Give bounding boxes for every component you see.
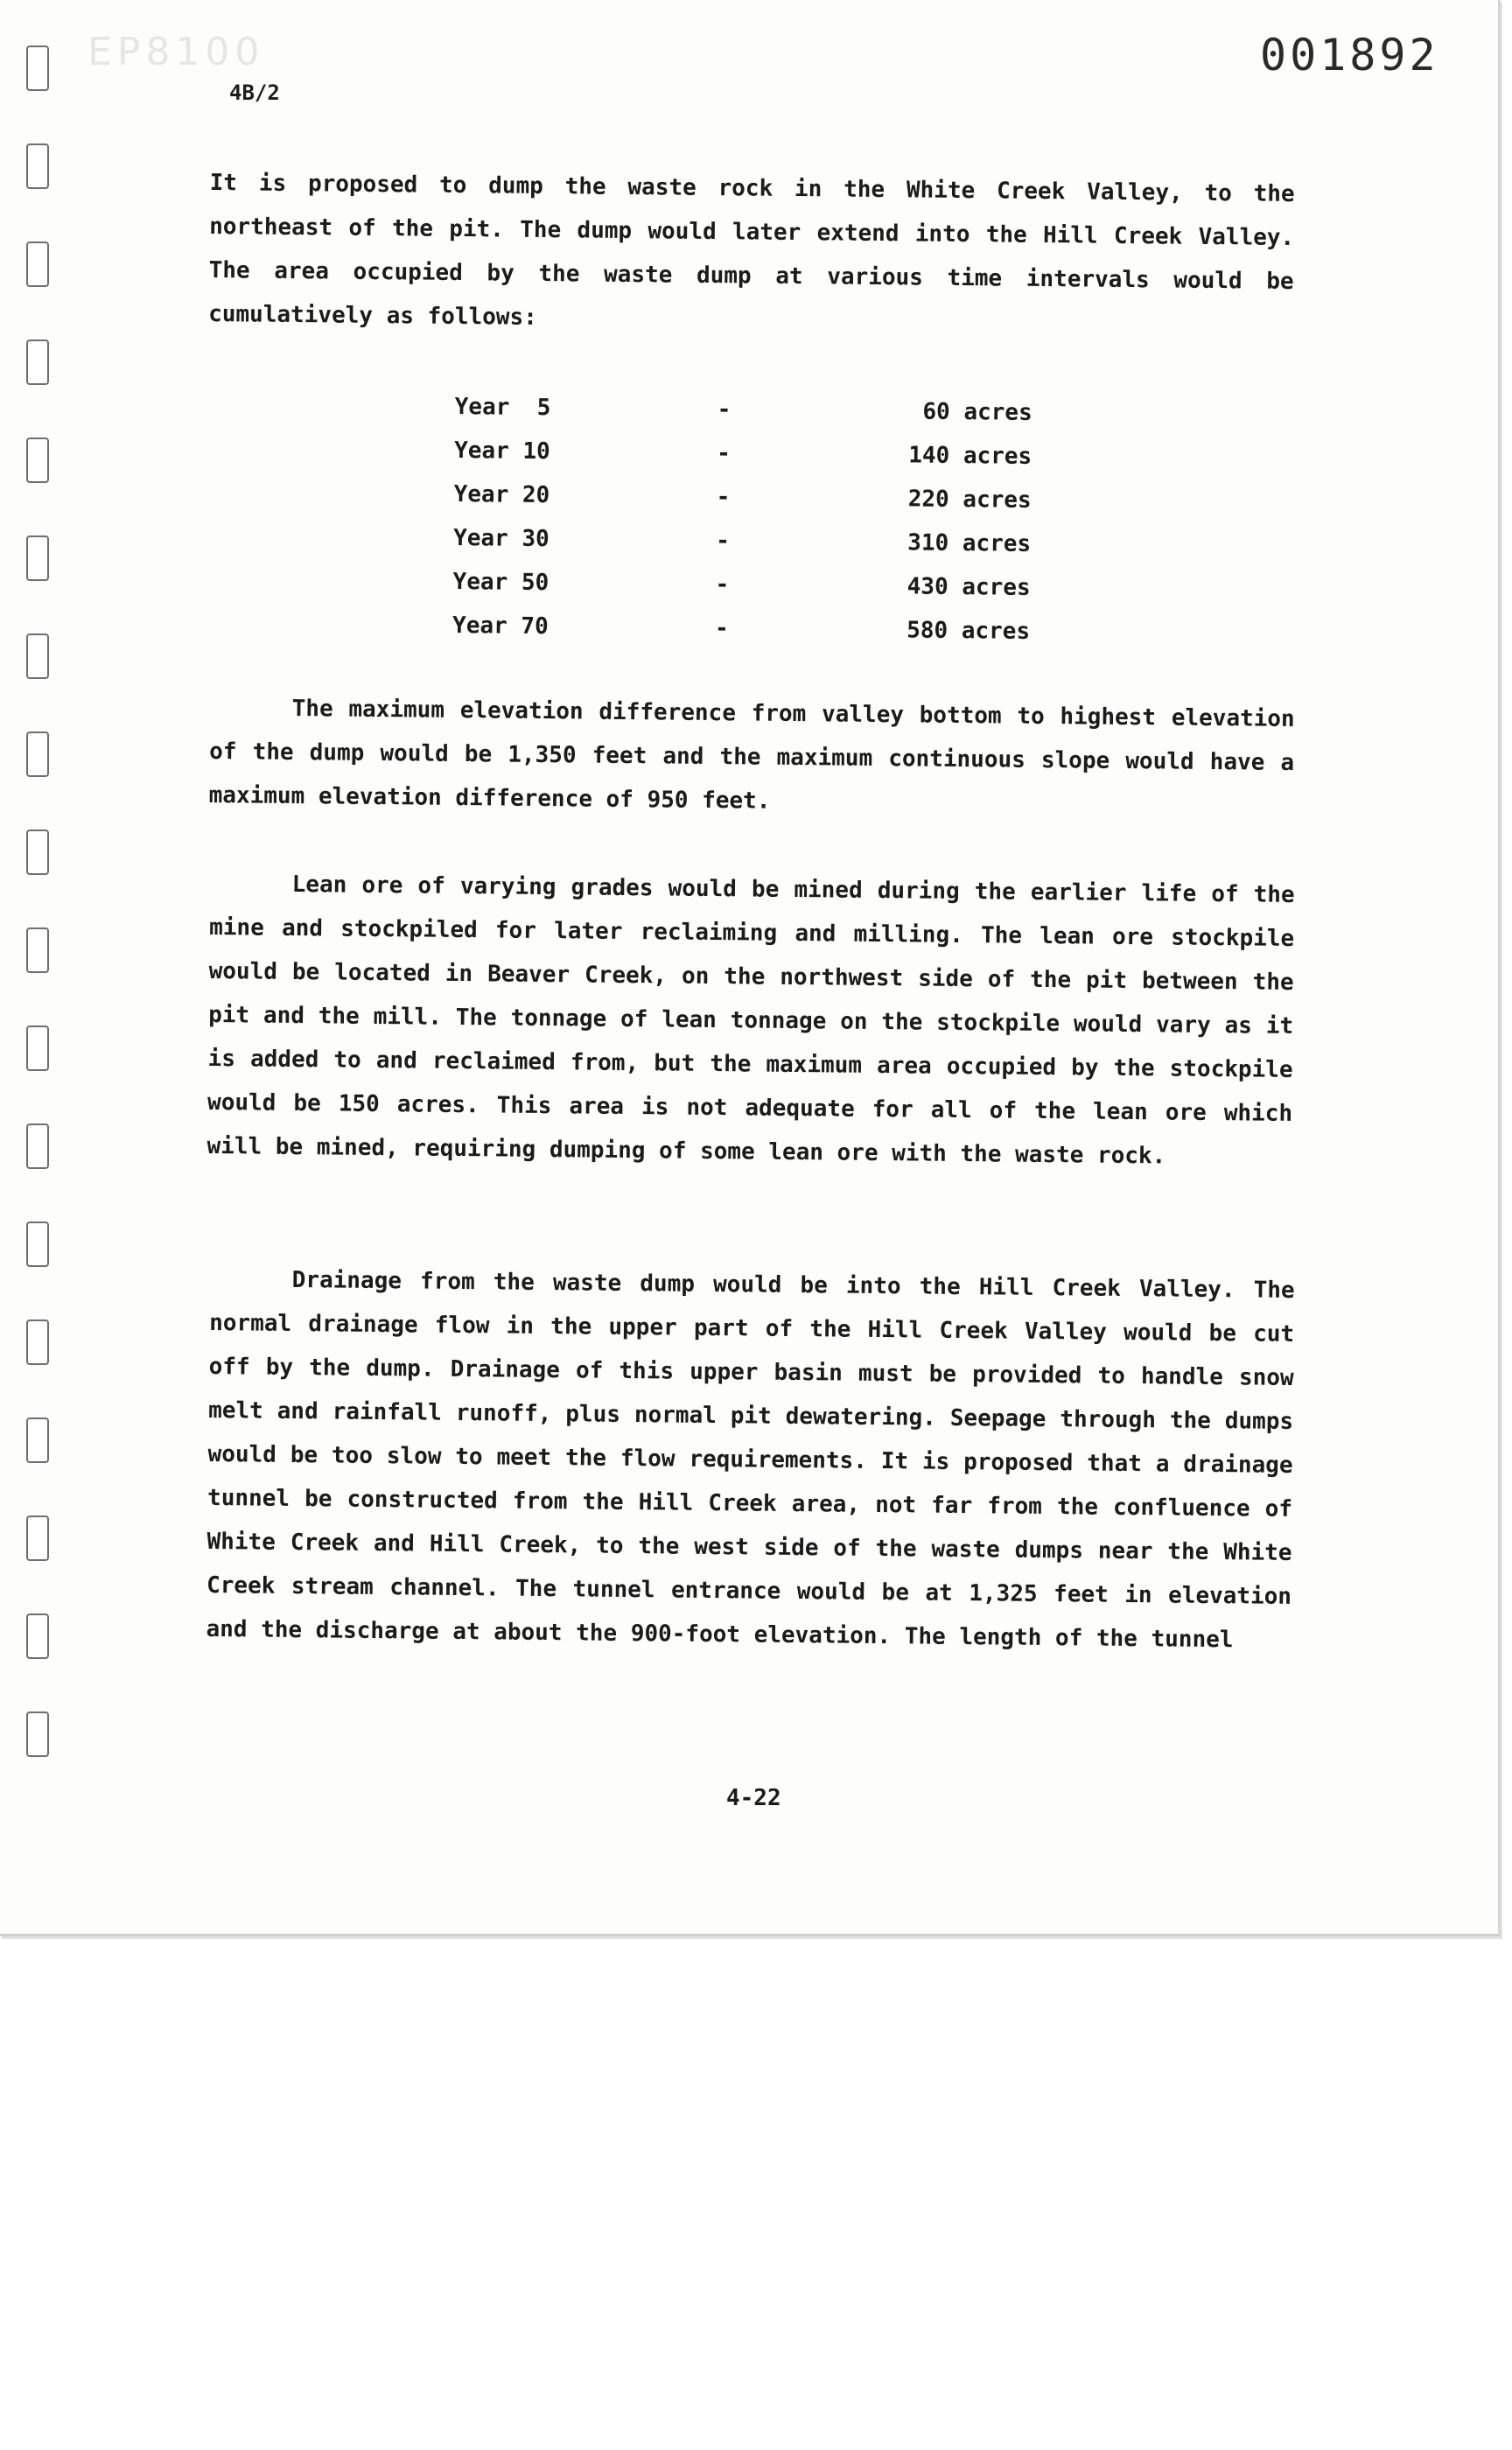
binder-hole [26, 144, 49, 189]
section-reference: 4B/2 [229, 80, 280, 105]
binder-hole [26, 830, 49, 875]
schedule-dash: - [717, 440, 732, 467]
schedule-area: 140 acres [908, 442, 1032, 470]
schedule-area: 220 acres [907, 486, 1032, 514]
binder-hole [26, 340, 49, 385]
schedule-row [454, 429, 1032, 479]
schedule-year: Year 70 [452, 612, 549, 640]
schedule-dash: - [715, 571, 730, 598]
paragraph-lean-ore: Lean ore of varying grades would be mined during the earlier life of the mine and stockpiled for later reclaiming and milling. The lean ore stockpile would be located in Beaver Creek, on the northwest side of the pit between the pit and the mill. The tonnage of lean tonnage on the stockpile would vary as it is added to and reclaimed from, but the maximum area occupied by the stockpile would be 150 acres. This area is not adequate for all of the lean ore which will be mined, requiring dumping of some lean ore with the waste rock. [206, 871, 1295, 1170]
schedule-row [453, 472, 1031, 522]
schedule-area: 310 acres [907, 529, 1032, 557]
binder-hole [26, 46, 49, 91]
binder-hole [26, 634, 49, 679]
schedule-area: 60 acres [922, 398, 1032, 426]
page-number: 4-22 [726, 1785, 781, 1811]
schedule-dash: - [716, 484, 731, 511]
schedule-dash: - [714, 615, 729, 642]
schedule-year: Year 50 [452, 568, 550, 597]
binder-hole [26, 1222, 49, 1267]
dump-area-schedule [452, 385, 1032, 654]
binder-holes [26, 46, 56, 1810]
binder-hole [26, 732, 49, 777]
schedule-area: 580 acres [906, 617, 1031, 645]
schedule-year: Year 20 [453, 480, 550, 509]
document-number: 001892 [1260, 30, 1439, 80]
schedule-row [452, 560, 1030, 610]
binder-hole [26, 242, 49, 287]
paragraph-waste-dump: It is proposed to dump the waste rock in the White Creek Valley, to the northeast of the pit. The dump would later extend into the Hill Creek Valley. The area occupied by the waste dump at various time intervals would be cumulatively as follows: [208, 169, 1295, 331]
faded-stamp: EP8100 [88, 30, 265, 74]
binder-hole [26, 1712, 49, 1757]
binder-hole [26, 1418, 49, 1463]
binder-hole [26, 928, 49, 973]
schedule-year: Year 10 [454, 437, 550, 466]
schedule-row [453, 516, 1031, 566]
schedule-dash: - [715, 528, 730, 555]
binder-hole [26, 1124, 49, 1169]
binder-hole [26, 1516, 49, 1561]
schedule-row [454, 385, 1032, 435]
binder-hole [26, 1320, 49, 1365]
binder-hole [26, 536, 49, 581]
schedule-year: Year 30 [453, 524, 550, 553]
schedule-year: Year 5 [454, 393, 551, 422]
binder-hole [26, 1026, 49, 1071]
schedule-area: 430 acres [906, 573, 1031, 601]
schedule-row [452, 604, 1030, 654]
schedule-dash: - [717, 396, 732, 424]
paragraph-drainage: Drainage from the waste dump would be into the Hill Creek Valley. The normal drainage flow in the upper part of the Hill Creek Valley would be cut off by the dump. Drainage of this upper basin must be provided to handle snow melt and rainfall runoff, plus normal pit dewatering. Seepage through the dumps would be too slow to meet the flow requirements. It is proposed that a drainage tunnel be constructed from the Hill Creek area, not far from the confluence of White Creek and Hill Creek, to the west side of the waste dumps near the White Creek stream channel. The tunnel entrance would be at 1,325 feet in elevation and the discharge at about the 900-foot elevation. The length of the tunnel [206, 1266, 1295, 1654]
paragraph-elevation: The maximum elevation difference from valley bottom to highest elevation of the dump would be 1,350 feet and the maximum continuous slope would have a maximum elevation difference of 950 feet. [208, 695, 1295, 815]
binder-hole [26, 438, 49, 483]
binder-hole [26, 1614, 49, 1659]
